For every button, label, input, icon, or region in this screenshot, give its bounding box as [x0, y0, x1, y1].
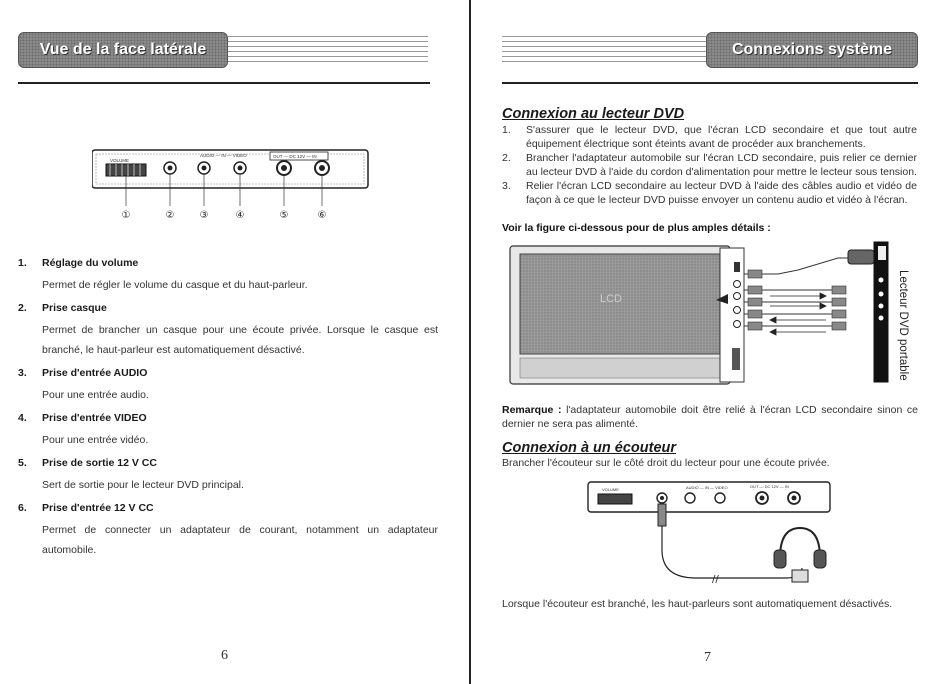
headphones-icon: [774, 528, 826, 582]
connection-diagram: [508, 240, 918, 390]
step-number: 2.: [502, 152, 511, 164]
feature-number: 6.: [18, 502, 27, 514]
page-number-left: 6: [221, 648, 228, 663]
right-power-label: OUT — DC 12V — IN: [750, 484, 789, 489]
feature-item: [18, 367, 438, 405]
feature-title: Prise de sortie 12 V CC: [42, 457, 157, 469]
feature-item: [18, 257, 438, 295]
feature-description: Pour une entrée vidéo.: [42, 434, 149, 446]
left-volume-label: VOLUME: [110, 158, 130, 163]
step-number: 3.: [502, 180, 511, 192]
feature-title: Prise d'entrée VIDEO: [42, 412, 147, 424]
callout-6: ⑥: [317, 210, 327, 221]
step-text: Brancher l'adaptateur automobile sur l'écran LCD secondaire, puis relier ce dernier au lecteur DVD à l'aide du cordon d'alimentation pour mettre le lecteur sous tension.: [526, 152, 917, 178]
feature-description: Sert de sortie pour le lecteur DVD principal.: [42, 479, 244, 491]
remark-text: l'adaptateur automobile doit être relié à l'écran LCD secondaire sinon ce dernier ne sera pas alimenté.: [502, 404, 919, 430]
remark-label: Remarque :: [502, 404, 562, 416]
feature-item: [18, 412, 438, 450]
feature-number: 3.: [18, 367, 27, 379]
feature-title: Prise d'entrée 12 V CC: [42, 502, 154, 514]
lcd-label: LCD: [600, 293, 623, 305]
connection-steps: [502, 124, 917, 208]
callout-1: ①: [121, 210, 131, 221]
feature-description: Permet de régler le volume du casque et du haut-parleur.: [42, 279, 308, 291]
section-dvd-title: Connexion au lecteur DVD: [502, 106, 685, 122]
feature-item: [18, 457, 438, 495]
left-banner-lines: [228, 36, 428, 72]
step-text: Relier l'écran LCD secondaire au lecteur DVD à l'aide des câbles audio et vidéo de façon à ce que le lecteur DVD puisse envoyer un contenu audio et vidéo à l'écran.: [526, 180, 917, 206]
left-banner: [18, 32, 228, 68]
dvd-player-label: Lecteur DVD portable: [897, 270, 909, 381]
figure-note: Voir la figure ci-dessous pour de plus amples détails :: [502, 222, 771, 234]
svg-text://: //: [712, 574, 719, 585]
feature-title: Prise casque: [42, 302, 107, 314]
feature-description: Pour une entrée audio.: [42, 389, 149, 401]
feature-list: [18, 257, 438, 567]
feature-number: 2.: [18, 302, 27, 314]
feature-number: 1.: [18, 257, 27, 269]
right-banner-lines: [502, 36, 706, 72]
feature-description: Permet de brancher un casque pour une écoute privée. Lorsque le casque est branché, le haut-parleur est automatiquement désactivé.: [42, 324, 438, 356]
left-av-label: AUDIO — IN — VIDEO: [200, 153, 247, 158]
side-panel-diagram: [92, 144, 372, 226]
remark-paragraph: [502, 404, 918, 431]
step-number: 1.: [502, 124, 511, 136]
feature-title: Prise d'entrée AUDIO: [42, 367, 148, 379]
left-power-label: OUT — DC 12V — IN: [273, 154, 317, 159]
feature-title: Réglage du volume: [42, 257, 139, 269]
left-header-rule: [18, 82, 430, 84]
right-av-label: AUDIO — IN — VIDEO: [686, 485, 728, 490]
right-banner: [706, 32, 918, 68]
feature-number: 4.: [18, 412, 27, 424]
step-item: [502, 124, 917, 151]
right-volume-label: VOLUME: [602, 487, 619, 492]
callout-4: ④: [235, 210, 245, 221]
step-item: [502, 180, 917, 207]
callout-2: ②: [165, 210, 175, 221]
feature-description: Permet de connecter un adaptateur de courant, notamment un adaptateur automobile.: [42, 524, 438, 556]
section-headphone-title: Connexion à un écouteur: [502, 440, 677, 456]
feature-number: 5.: [18, 457, 27, 469]
headphone-instruction: Brancher l'écouteur sur le côté droit du lecteur pour une écoute privée.: [502, 457, 830, 469]
callout-5: ⑤: [279, 210, 289, 221]
right-banner-title: Connexions système: [731, 41, 893, 58]
headphone-footer-text: Lorsque l'écouteur est branché, les haut-parleurs sont automatiquement désactivés.: [502, 598, 893, 610]
callout-3: ③: [199, 210, 209, 221]
right-header-rule: [502, 82, 918, 84]
headphone-diagram: [586, 478, 836, 590]
step-text: S'assurer que le lecteur DVD, que l'écran LCD secondaire et que tout autre équipement électrique sont éteints avant de procéder aux branchements.: [526, 124, 917, 150]
step-item: [502, 152, 917, 179]
feature-item: [18, 502, 438, 560]
feature-item: [18, 302, 438, 360]
page-number-right: 7: [704, 650, 711, 665]
dvd-player-icon: [874, 242, 888, 382]
left-banner-title: Vue de la face latérale: [39, 41, 207, 58]
